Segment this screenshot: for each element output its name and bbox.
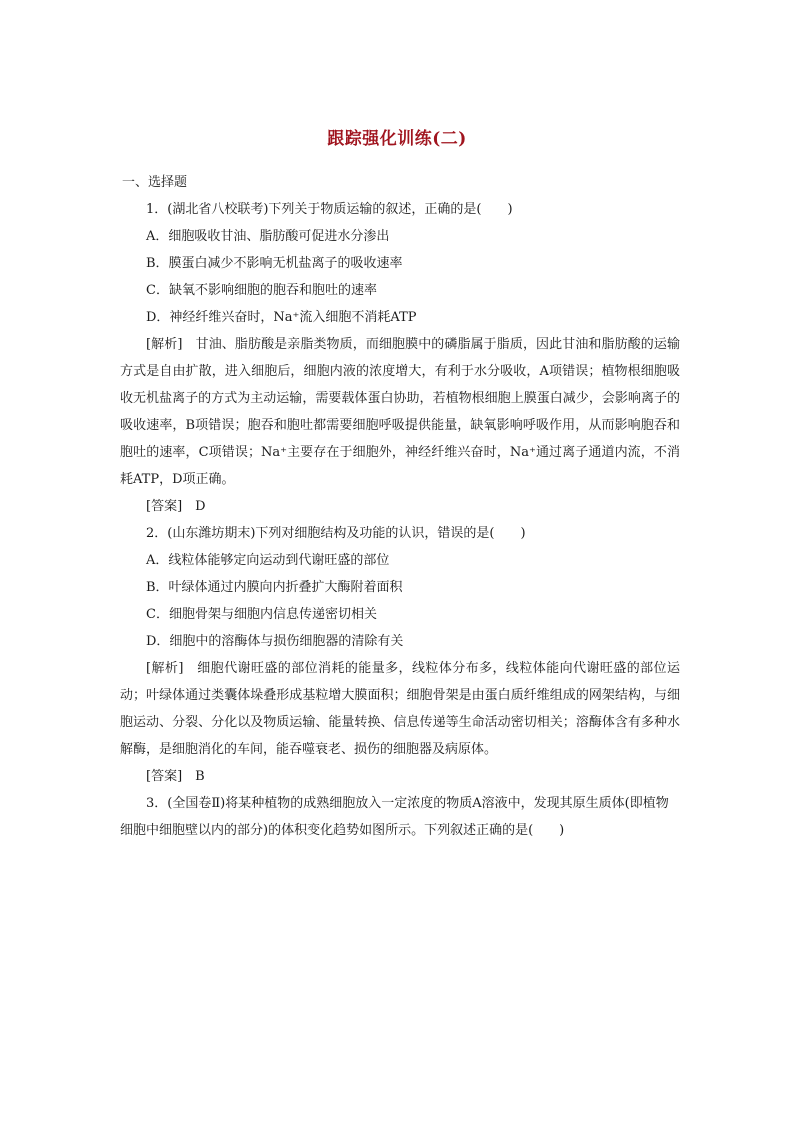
question-2 [120, 520, 680, 790]
analysis-tag: [解析] [146, 337, 183, 352]
answer-value: B [182, 769, 205, 784]
answer [120, 763, 680, 790]
question-3 [120, 790, 680, 844]
analysis [120, 655, 680, 763]
question-1 [120, 196, 680, 520]
document-body [120, 169, 680, 844]
analysis-tag: [解析] [146, 661, 184, 676]
analysis-text: 甘油、脂肪酸是亲脂类物质，而细胞膜中的磷脂属于脂质，因此甘油和脂肪酸的运输方式是自由扩散，进入细胞后，细胞内液的浓度增大，有利于水分吸收，A项错误；植物根细胞吸收无机盐离子的方式为主动运输，需要载体蛋白协助，若植物根细胞上膜蛋白减少，会影响离子的吸收速率，B项错误；胞吞和胞吐都需要细胞呼吸提供能量，缺氧影响呼吸作用，从而影响胞吞和胞吐的速率，C项错误；Na⁺主要存在于细胞外，神经纤维兴奋时，Na⁺通过离子通道内流，不消耗ATP，D项正确。 [120, 337, 680, 487]
answer [120, 493, 680, 520]
option-c: C．细胞骨架与细胞内信息传递密切相关 [146, 607, 377, 622]
question-stem: 2．(山东潍坊期末)下列对细胞结构及功能的认识，错误的是( ) [146, 526, 526, 541]
option-b: B．叶绿体通过内膜向内折叠扩大酶附着面积 [146, 580, 403, 595]
option-d: D．细胞中的溶酶体与损伤细胞器的清除有关 [146, 634, 404, 649]
answer-value: D [182, 499, 206, 514]
analysis-text: 细胞代谢旺盛的部位消耗的能量多，线粒体分布多，线粒体能向代谢旺盛的部位运动；叶绿体通过类囊体垛叠形成基粒增大膜面积；细胞骨架是由蛋白质纤维组成的网架结构，与细胞运动、分裂、分化以及物质运输、能量转换、信息传递等生命活动密切相关；溶酶体含有多种水解酶，是细胞消化的车间，能吞噬衰老、损伤的细胞器及病原体。 [120, 661, 680, 757]
page-title: 跟踪强化训练(二) [327, 129, 467, 149]
answer-tag: [答案] [146, 769, 183, 784]
question-stem: 1．(湖北省八校联考)下列关于物质运输的叙述，正确的是( ) [146, 202, 513, 217]
question-stem: 3．(全国卷Ⅱ)将某种植物的成熟细胞放入一定浓度的物质A溶液中，发现其原生质体(即植物细胞中细胞壁以内的部分)的体积变化趋势如图所示。下列叙述正确的是( ) [120, 796, 669, 838]
answer-tag: [答案] [146, 499, 183, 514]
section-heading: 一、选择题 [122, 175, 188, 190]
option-b: B．膜蛋白减少不影响无机盐离子的吸收速率 [146, 256, 403, 271]
analysis [120, 331, 680, 493]
option-c: C．缺氧不影响细胞的胞吞和胞吐的速率 [146, 283, 377, 298]
option-a: A．细胞吸收甘油、脂肪酸可促进水分渗出 [146, 229, 390, 244]
option-d: D．神经纤维兴奋时，Na⁺流入细胞不消耗ATP [146, 310, 417, 325]
option-a: A．线粒体能够定向运动到代谢旺盛的部位 [146, 553, 390, 568]
